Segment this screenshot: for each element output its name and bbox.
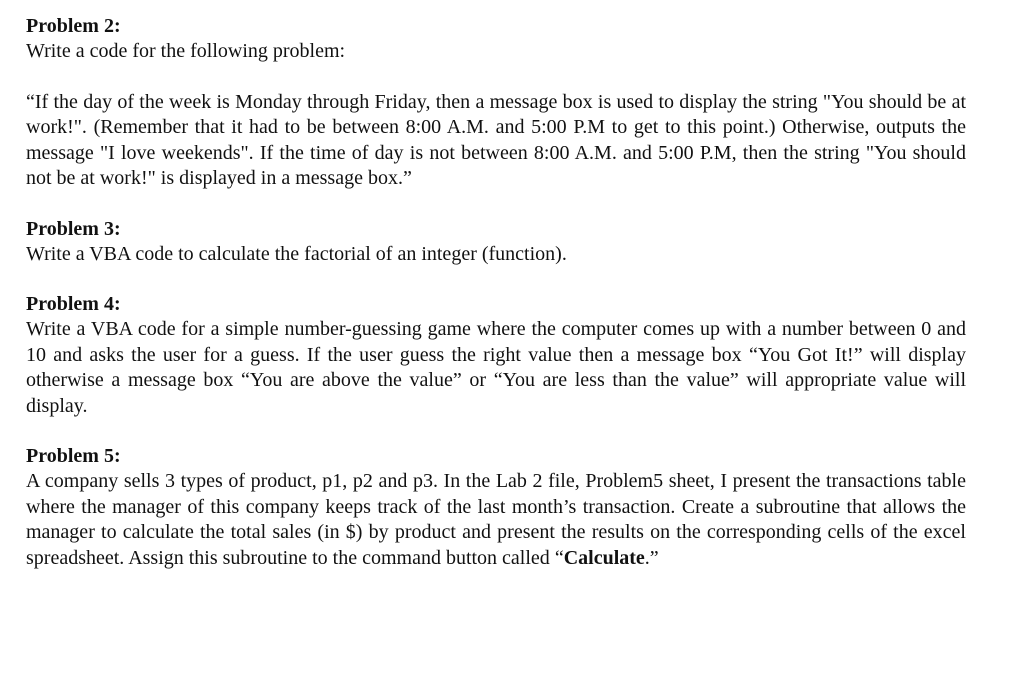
- problem-2-intro: Write a code for the following problem:: [26, 40, 346, 62]
- problem-3: [26, 217, 966, 268]
- problem-4-text: Write a VBA code for a simple number-guessing game where the computer comes up with a number between 0 and 10 and asks the user for a guess. If the user guess the right value then a message box “You Got It!” will display otherwise a message box “You are above the value” or “You are less than the value” will appropriate value will display.: [26, 318, 966, 417]
- problem-2-quote: “If the day of the week is Monday through Friday, then a message box is used to display the string "You should be at work!". (Remember that it had to be between 8:00 A.M. and 5:00 P.M to get to this point.) Otherwise, outputs the message "I love weekends". If the time of day is not between 8:00 A.M. and 5:00 P.M, then the string "You should not be at work!" is displayed in a message box.”: [26, 90, 966, 189]
- problem-5: [26, 444, 966, 571]
- problem-4: [26, 292, 966, 419]
- problem-5-title: Problem 5:: [26, 445, 121, 467]
- document-page: [26, 14, 966, 571]
- problem-5-main-text: A company sells 3 types of product, p1, p2 and p3. In the Lab 2 file, Problem5 sheet, I present the transactions table where the manager of this company keeps track of the last month’s transaction. Create a subroutine that allows the manager to calculate the total sales (in $) by product and present the results on the corresponding cells of the excel spreadsheet. Assign this subroutine to the command button called: [26, 470, 966, 569]
- problem-2-title: Problem 2:: [26, 15, 121, 37]
- problem-4-title: Problem 4:: [26, 293, 121, 315]
- problem-5-button-name: Calculate: [563, 546, 645, 569]
- section-spacer: [26, 192, 966, 217]
- problem-2: [26, 14, 966, 192]
- section-spacer: [26, 419, 966, 444]
- problem-3-text: Write a VBA code to calculate the factorial of an integer (function).: [26, 242, 567, 265]
- problem-5-text: [26, 469, 966, 571]
- problem-3-title: Problem 3:: [26, 217, 121, 240]
- section-spacer: [26, 267, 966, 292]
- problem-5-quote-close: .”: [644, 546, 659, 569]
- problem-5-quote-open: “: [554, 546, 564, 569]
